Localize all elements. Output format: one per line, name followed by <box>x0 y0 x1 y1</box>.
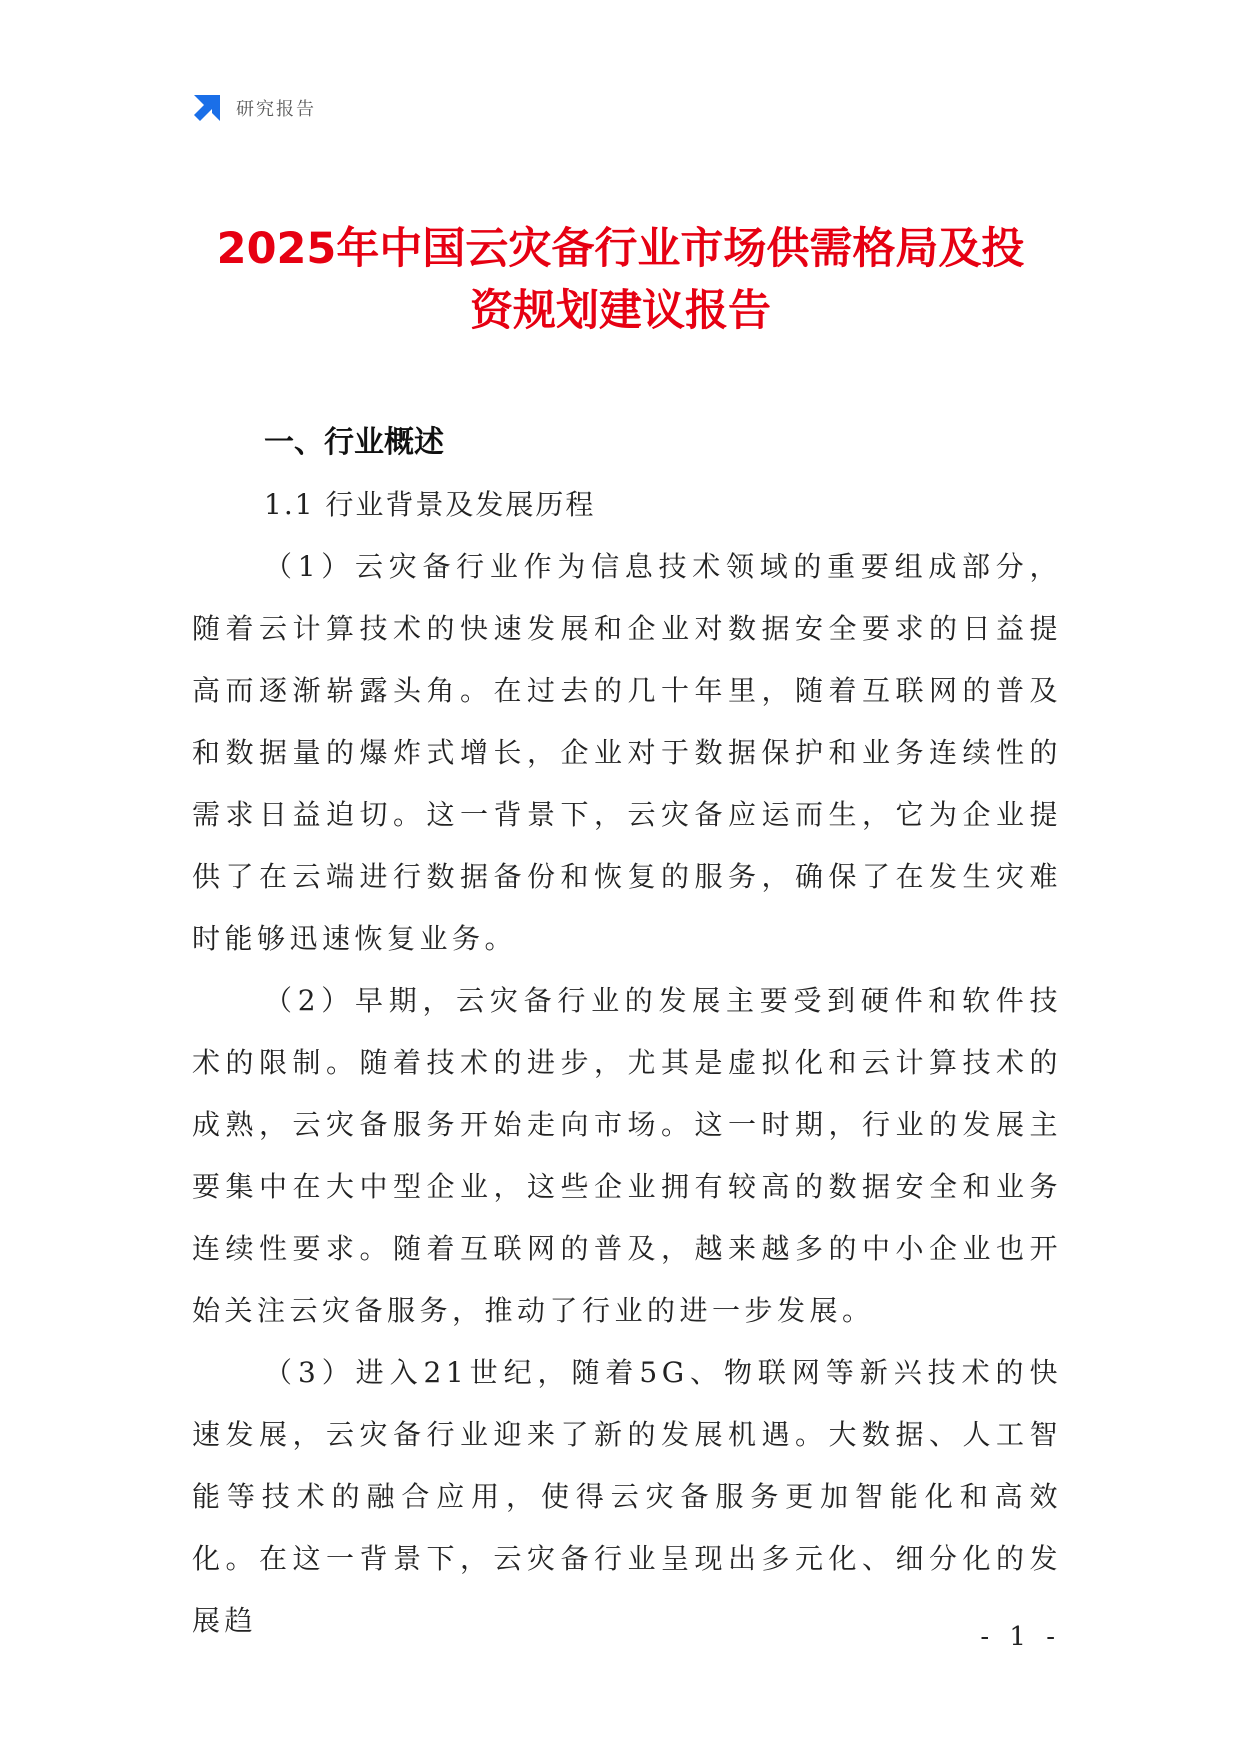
section-heading: 一、行业概述 <box>264 425 444 460</box>
document-title <box>120 218 1121 342</box>
report-header <box>190 90 316 126</box>
paragraph-3: （3）进入21世纪，随着5G、物联网等新兴技术的快速发展，云灾备行业迎来了新的发展机遇。大数据、人工智能等技术的融合应用，使得云灾备服务更加智能化和高效化。在这一背景下，云灾备行业呈现出多元化、细分化的发展趋 <box>192 1356 1062 1637</box>
page-number: - 1 - <box>980 1622 1061 1652</box>
title-line-1: 2025年中国云灾备行业市场供需格局及投 <box>216 224 1025 274</box>
subsection-heading: 1.1 行业背景及发展历程 <box>264 488 596 521</box>
arrow-up-right-icon <box>190 91 224 125</box>
paragraph-2: （2）早期，云灾备行业的发展主要受到硬件和软件技术的限制。随着技术的进步，尤其是虚拟化和云计算技术的成熟，云灾备服务开始走向市场。这一时期，行业的发展主要集中在大中型企业，这些企业拥有较高的数据安全和业务连续性要求。随着互联网的普及，越来越多的中小企业也开始关注云灾备服务，推动了行业的进一步发展。 <box>192 984 1062 1327</box>
title-line-2: 资规划建议报告 <box>470 286 771 336</box>
paragraph-1: （1）云灾备行业作为信息技术领域的重要组成部分，随着云计算技术的快速发展和企业对数据安全要求的日益提高而逐渐崭露头角。在过去的几十年里，随着互联网的普及和数据量的爆炸式增长，企业对于数据保护和业务连续性的需求日益迫切。这一背景下，云灾备应运而生，它为企业提供了在云端进行数据备份和恢复的服务，确保了在发生灾难时能够迅速恢复业务。 <box>192 550 1062 955</box>
header-label: 研究报告 <box>236 99 316 120</box>
document-body <box>192 412 1062 1652</box>
